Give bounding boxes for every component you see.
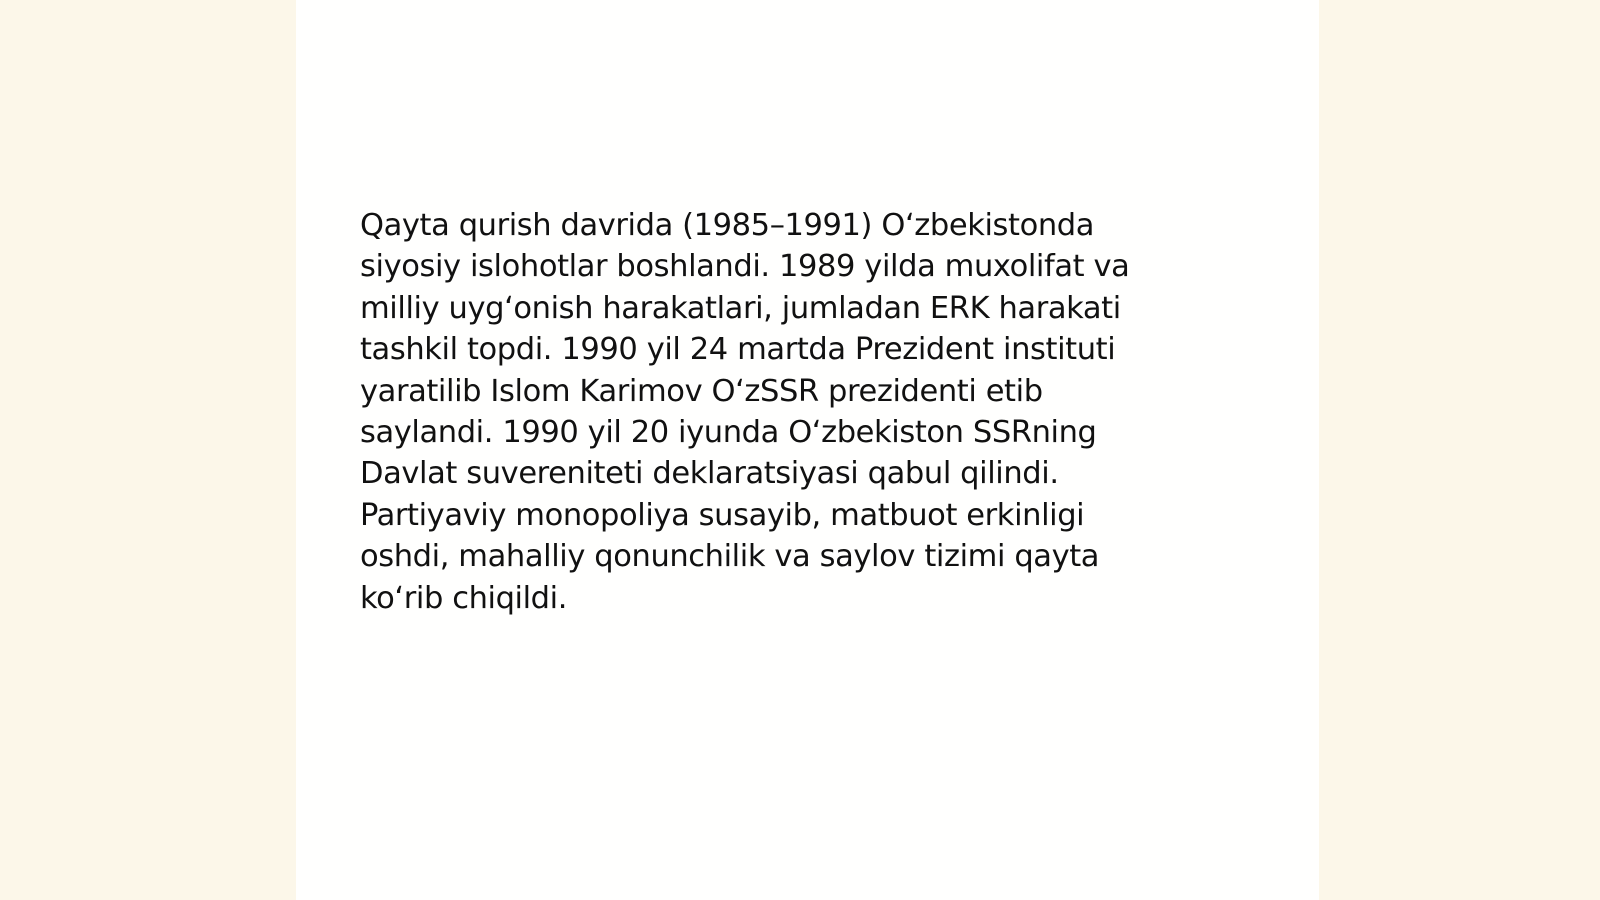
- paragraph-line: Qayta qurish davrida (1985–1991) O‘zbekistonda: [360, 208, 1095, 243]
- paragraph-line: yaratilib Islom Karimov O‘zSSR prezidenti etib: [360, 373, 1043, 409]
- paragraph-line: ko‘rib chiqildi.: [360, 580, 568, 616]
- paragraph-line: Partiyaviy monopoliya susayib, matbuot erkinligi: [360, 497, 1085, 533]
- paragraph-line: saylandi. 1990 yil 20 iyunda O‘zbekiston SSRning: [360, 415, 1097, 451]
- paragraph-line: Davlat suvereniteti deklaratsiyasi qabul qilindi.: [360, 456, 1059, 492]
- paragraph-line: milliy uyg‘onish harakatlari, jumladan ERK harakati: [360, 290, 1121, 326]
- paragraph-line: siyosiy islohotlar boshlandi. 1989 yilda muxolifat va: [360, 249, 1130, 285]
- paragraph-line: tashkil topdi. 1990 yil 24 martda Prezident instituti: [360, 332, 1116, 368]
- paragraph-line: oshdi, mahalliy qonunchilik va saylov tizimi qayta: [360, 539, 1100, 575]
- body-paragraph: [360, 205, 1190, 619]
